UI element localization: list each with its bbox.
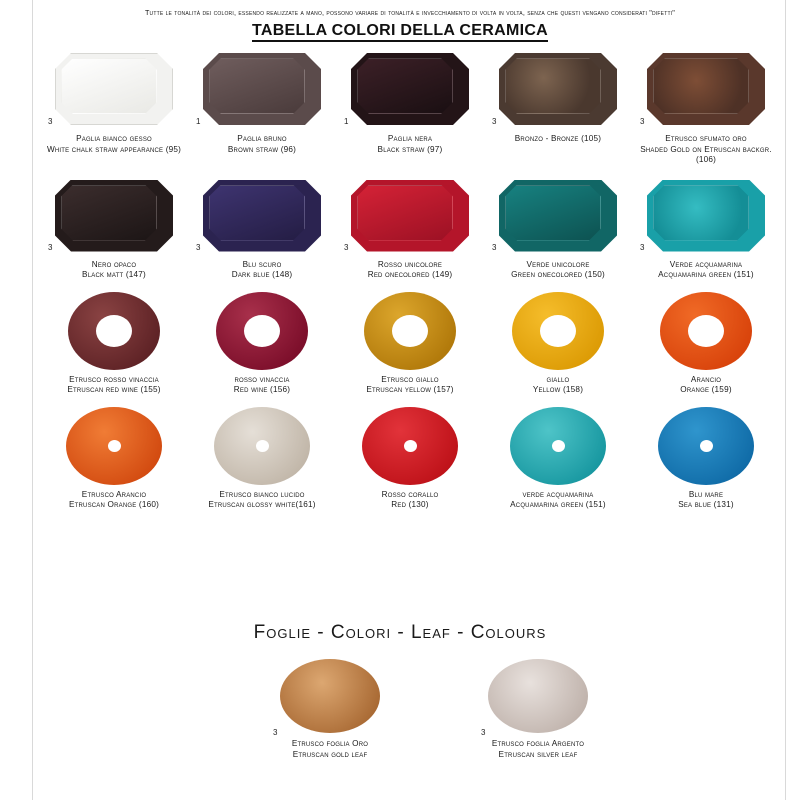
color-row <box>40 404 780 511</box>
swatch-caption <box>631 260 781 281</box>
swatch-caption <box>483 134 633 145</box>
octagon-swatch <box>499 180 617 252</box>
swatch-area <box>484 174 632 258</box>
swatch-area <box>336 289 484 373</box>
swatch-gloss <box>61 185 157 241</box>
caption-it: Blu scuro <box>242 259 282 269</box>
color-row <box>40 289 780 396</box>
octagon-swatch <box>351 53 469 125</box>
swatch-area <box>484 289 632 373</box>
disc-swatch <box>362 407 458 485</box>
swatch-caption <box>335 134 485 155</box>
quantity-label: 3 <box>48 117 53 126</box>
disc-swatch <box>510 407 606 485</box>
caption-it: Etrusco giallo <box>381 374 439 384</box>
swatch-area <box>463 655 613 737</box>
ring-hole <box>96 315 132 347</box>
caption-en: Etruscan silver leaf <box>498 749 578 759</box>
row-spacer <box>40 396 780 404</box>
swatch-gloss <box>653 185 749 241</box>
caption-it: Paglia bianco gesso <box>76 134 152 143</box>
octagon-swatch <box>351 180 469 252</box>
row-spacer <box>40 166 780 174</box>
octagon-swatch <box>203 180 321 252</box>
octagon-swatch <box>55 180 173 252</box>
swatch-gloss <box>209 185 305 241</box>
ring-hole <box>244 315 280 347</box>
caption-en: Sea blue (131) <box>678 500 734 509</box>
disc-swatch <box>658 407 754 485</box>
swatch-caption <box>187 490 337 511</box>
quantity-label: 3 <box>481 728 486 737</box>
caption-it: Paglia nera <box>387 134 433 143</box>
caption-it: Verde acquamarina <box>669 259 743 269</box>
caption-en: Dark blue (148) <box>231 270 293 279</box>
octagon-swatch <box>647 180 765 252</box>
swatch-area <box>336 174 484 258</box>
caption-it: Etrusco foglia Oro <box>291 739 369 748</box>
swatch-area <box>188 46 336 132</box>
caption-en: Orange (159) <box>680 385 732 394</box>
ring-swatch <box>512 292 604 370</box>
swatch-caption <box>187 375 337 396</box>
color-cell[interactable] <box>188 46 336 155</box>
page-title <box>0 22 800 40</box>
swatch-caption <box>39 134 189 155</box>
ring-hole <box>540 315 576 347</box>
color-cell[interactable] <box>484 174 632 281</box>
caption-it: Rosso unicolore <box>377 259 443 269</box>
quantity-label: 3 <box>640 242 645 252</box>
swatch-caption <box>631 134 781 166</box>
caption-en: Black straw (97) <box>377 144 443 154</box>
swatch-caption <box>187 134 337 155</box>
leaf-section-title: Foglie - Colori - Leaf - Colours <box>253 622 547 643</box>
caption-en: Etruscan red wine (155) <box>67 385 161 394</box>
color-row <box>40 46 780 166</box>
color-cell[interactable] <box>40 404 188 511</box>
caption-en: Yellow (158) <box>532 385 584 394</box>
caption-it: Etrusco sfumato oro <box>665 134 747 143</box>
quantity-label: 3 <box>492 242 497 252</box>
quantity-label: 3 <box>640 117 645 126</box>
caption-en: Green onecolored (150) <box>511 270 605 279</box>
swatch-area <box>484 46 632 132</box>
right-margin-rule <box>785 0 786 800</box>
color-cell[interactable] <box>632 404 780 511</box>
swatch-area <box>40 289 188 373</box>
color-cell[interactable] <box>40 174 188 281</box>
ring-swatch <box>68 292 160 370</box>
caption-it: verde acquamarina <box>522 489 594 499</box>
caption-it: giallo <box>546 374 570 384</box>
swatch-caption <box>483 375 633 396</box>
caption-it: Etrusco bianco lucido <box>219 489 305 499</box>
color-cell[interactable] <box>336 174 484 281</box>
swatch-caption <box>483 490 633 511</box>
caption-en: Etruscan glossy white(161) <box>208 500 316 509</box>
caption-en: Etruscan gold leaf <box>292 749 368 759</box>
caption-it: Etrusco foglia Argento <box>491 739 585 748</box>
leaf-grid <box>255 655 613 760</box>
disc-swatch <box>66 407 162 485</box>
caption-it: Blu mare <box>688 489 724 499</box>
disc-hole <box>108 440 121 452</box>
ring-hole <box>688 315 724 347</box>
swatch-caption <box>39 490 189 511</box>
swatch-caption <box>335 490 485 511</box>
swatch-caption <box>39 260 189 281</box>
swatch-area <box>336 46 484 132</box>
swatch-caption <box>631 490 781 511</box>
color-cell[interactable] <box>336 289 484 396</box>
quantity-label: 3 <box>273 728 278 737</box>
swatch-caption <box>631 375 781 396</box>
swatch-caption <box>463 739 613 760</box>
leaf-disc-swatch <box>488 659 588 733</box>
caption-en: Brown straw (96) <box>227 144 297 154</box>
octagon-swatch <box>55 53 173 125</box>
color-row <box>40 174 780 281</box>
color-cell[interactable] <box>40 46 188 155</box>
ring-swatch <box>216 292 308 370</box>
swatch-area <box>40 404 188 488</box>
color-cell[interactable] <box>188 289 336 396</box>
caption-it: Etrusco rosso vinaccia <box>69 374 159 384</box>
disc-hole <box>404 440 417 452</box>
left-margin-rule <box>32 0 33 800</box>
octagon-swatch <box>647 53 765 125</box>
octagon-swatch <box>499 53 617 125</box>
disclaimer-note: Tutte le tonalità dei colori, essendo realizzate a mano, possono variare di tonalità e invecchiamento di volta in volta, senza che questi vengano considerati "difetti" <box>144 8 676 17</box>
swatch-caption <box>483 260 633 281</box>
swatch-area <box>40 46 188 132</box>
swatch-gloss <box>505 185 601 241</box>
swatch-area <box>188 404 336 488</box>
quantity-label: 1 <box>344 117 349 126</box>
swatch-area <box>255 655 405 737</box>
swatch-gloss <box>505 58 601 114</box>
ring-swatch <box>660 292 752 370</box>
leaf-disc-swatch <box>280 659 380 733</box>
swatch-area <box>632 46 780 132</box>
leaf-cell[interactable] <box>255 655 405 760</box>
swatch-caption <box>187 260 337 281</box>
quantity-label: 3 <box>344 242 349 252</box>
color-cell[interactable] <box>632 46 780 166</box>
page-title-text: TABELLA COLORI DELLA CERAMICA <box>252 22 548 42</box>
color-cell[interactable] <box>336 404 484 511</box>
caption-it: rosso vinaccia <box>234 374 290 384</box>
swatch-gloss <box>61 58 157 114</box>
octagon-swatch <box>203 53 321 125</box>
swatch-area <box>336 404 484 488</box>
color-cell[interactable] <box>484 46 632 145</box>
swatch-caption <box>255 739 405 760</box>
caption-en: Etruscan Orange (160) <box>68 500 160 509</box>
swatch-caption <box>335 260 485 281</box>
color-cell[interactable] <box>632 174 780 281</box>
swatch-area <box>484 404 632 488</box>
disc-hole <box>256 440 269 452</box>
leaf-cell[interactable] <box>463 655 613 760</box>
swatch-gloss <box>209 58 305 114</box>
caption-en: Red onecolored (149) <box>367 270 453 279</box>
color-grid <box>40 46 780 511</box>
color-cell[interactable] <box>188 174 336 281</box>
swatch-area <box>632 404 780 488</box>
color-cell[interactable] <box>632 289 780 396</box>
caption-en: Black matt (147) <box>82 270 146 279</box>
caption-it: Rosso corallo <box>381 489 439 499</box>
swatch-gloss <box>357 58 453 114</box>
caption-it: Nero opaco <box>91 259 137 269</box>
caption-en: Shaded Gold on Etruscan backgr. (106) <box>640 144 772 164</box>
swatch-area <box>188 174 336 258</box>
color-cell[interactable] <box>40 289 188 396</box>
ring-hole <box>392 315 428 347</box>
quantity-label: 3 <box>492 117 497 126</box>
swatch-area <box>632 289 780 373</box>
caption-en: Acquamarina green (151) <box>658 270 754 279</box>
swatch-gloss <box>357 185 453 241</box>
caption-it: Verde unicolore <box>526 259 590 269</box>
swatch-area <box>188 289 336 373</box>
quantity-label: 3 <box>48 242 53 252</box>
swatch-gloss <box>653 58 749 114</box>
color-cell[interactable] <box>484 289 632 396</box>
swatch-caption <box>39 375 189 396</box>
disc-hole <box>700 440 713 452</box>
disc-swatch <box>214 407 310 485</box>
color-cell[interactable] <box>188 404 336 511</box>
swatch-area <box>632 174 780 258</box>
caption-en: Red (130) <box>391 500 429 509</box>
caption-it: Arancio <box>690 374 722 384</box>
caption-it: Bronzo - Bronze (105) <box>514 134 602 143</box>
disc-hole <box>552 440 565 452</box>
quantity-label: 3 <box>196 242 201 252</box>
ring-swatch <box>364 292 456 370</box>
caption-en: Acquamarina green (151) <box>510 500 606 509</box>
swatch-area <box>40 174 188 258</box>
quantity-label: 1 <box>196 117 201 126</box>
row-spacer <box>40 281 780 289</box>
color-cell[interactable] <box>336 46 484 155</box>
caption-it: Paglia bruno <box>237 134 287 143</box>
caption-en: Etruscan yellow (157) <box>366 385 454 394</box>
caption-en: Red wine (156) <box>233 385 291 394</box>
color-cell[interactable] <box>484 404 632 511</box>
caption-en: White chalk straw appearance (95) <box>46 144 182 154</box>
caption-it: Etrusco Arancio <box>81 489 147 499</box>
swatch-caption <box>335 375 485 396</box>
